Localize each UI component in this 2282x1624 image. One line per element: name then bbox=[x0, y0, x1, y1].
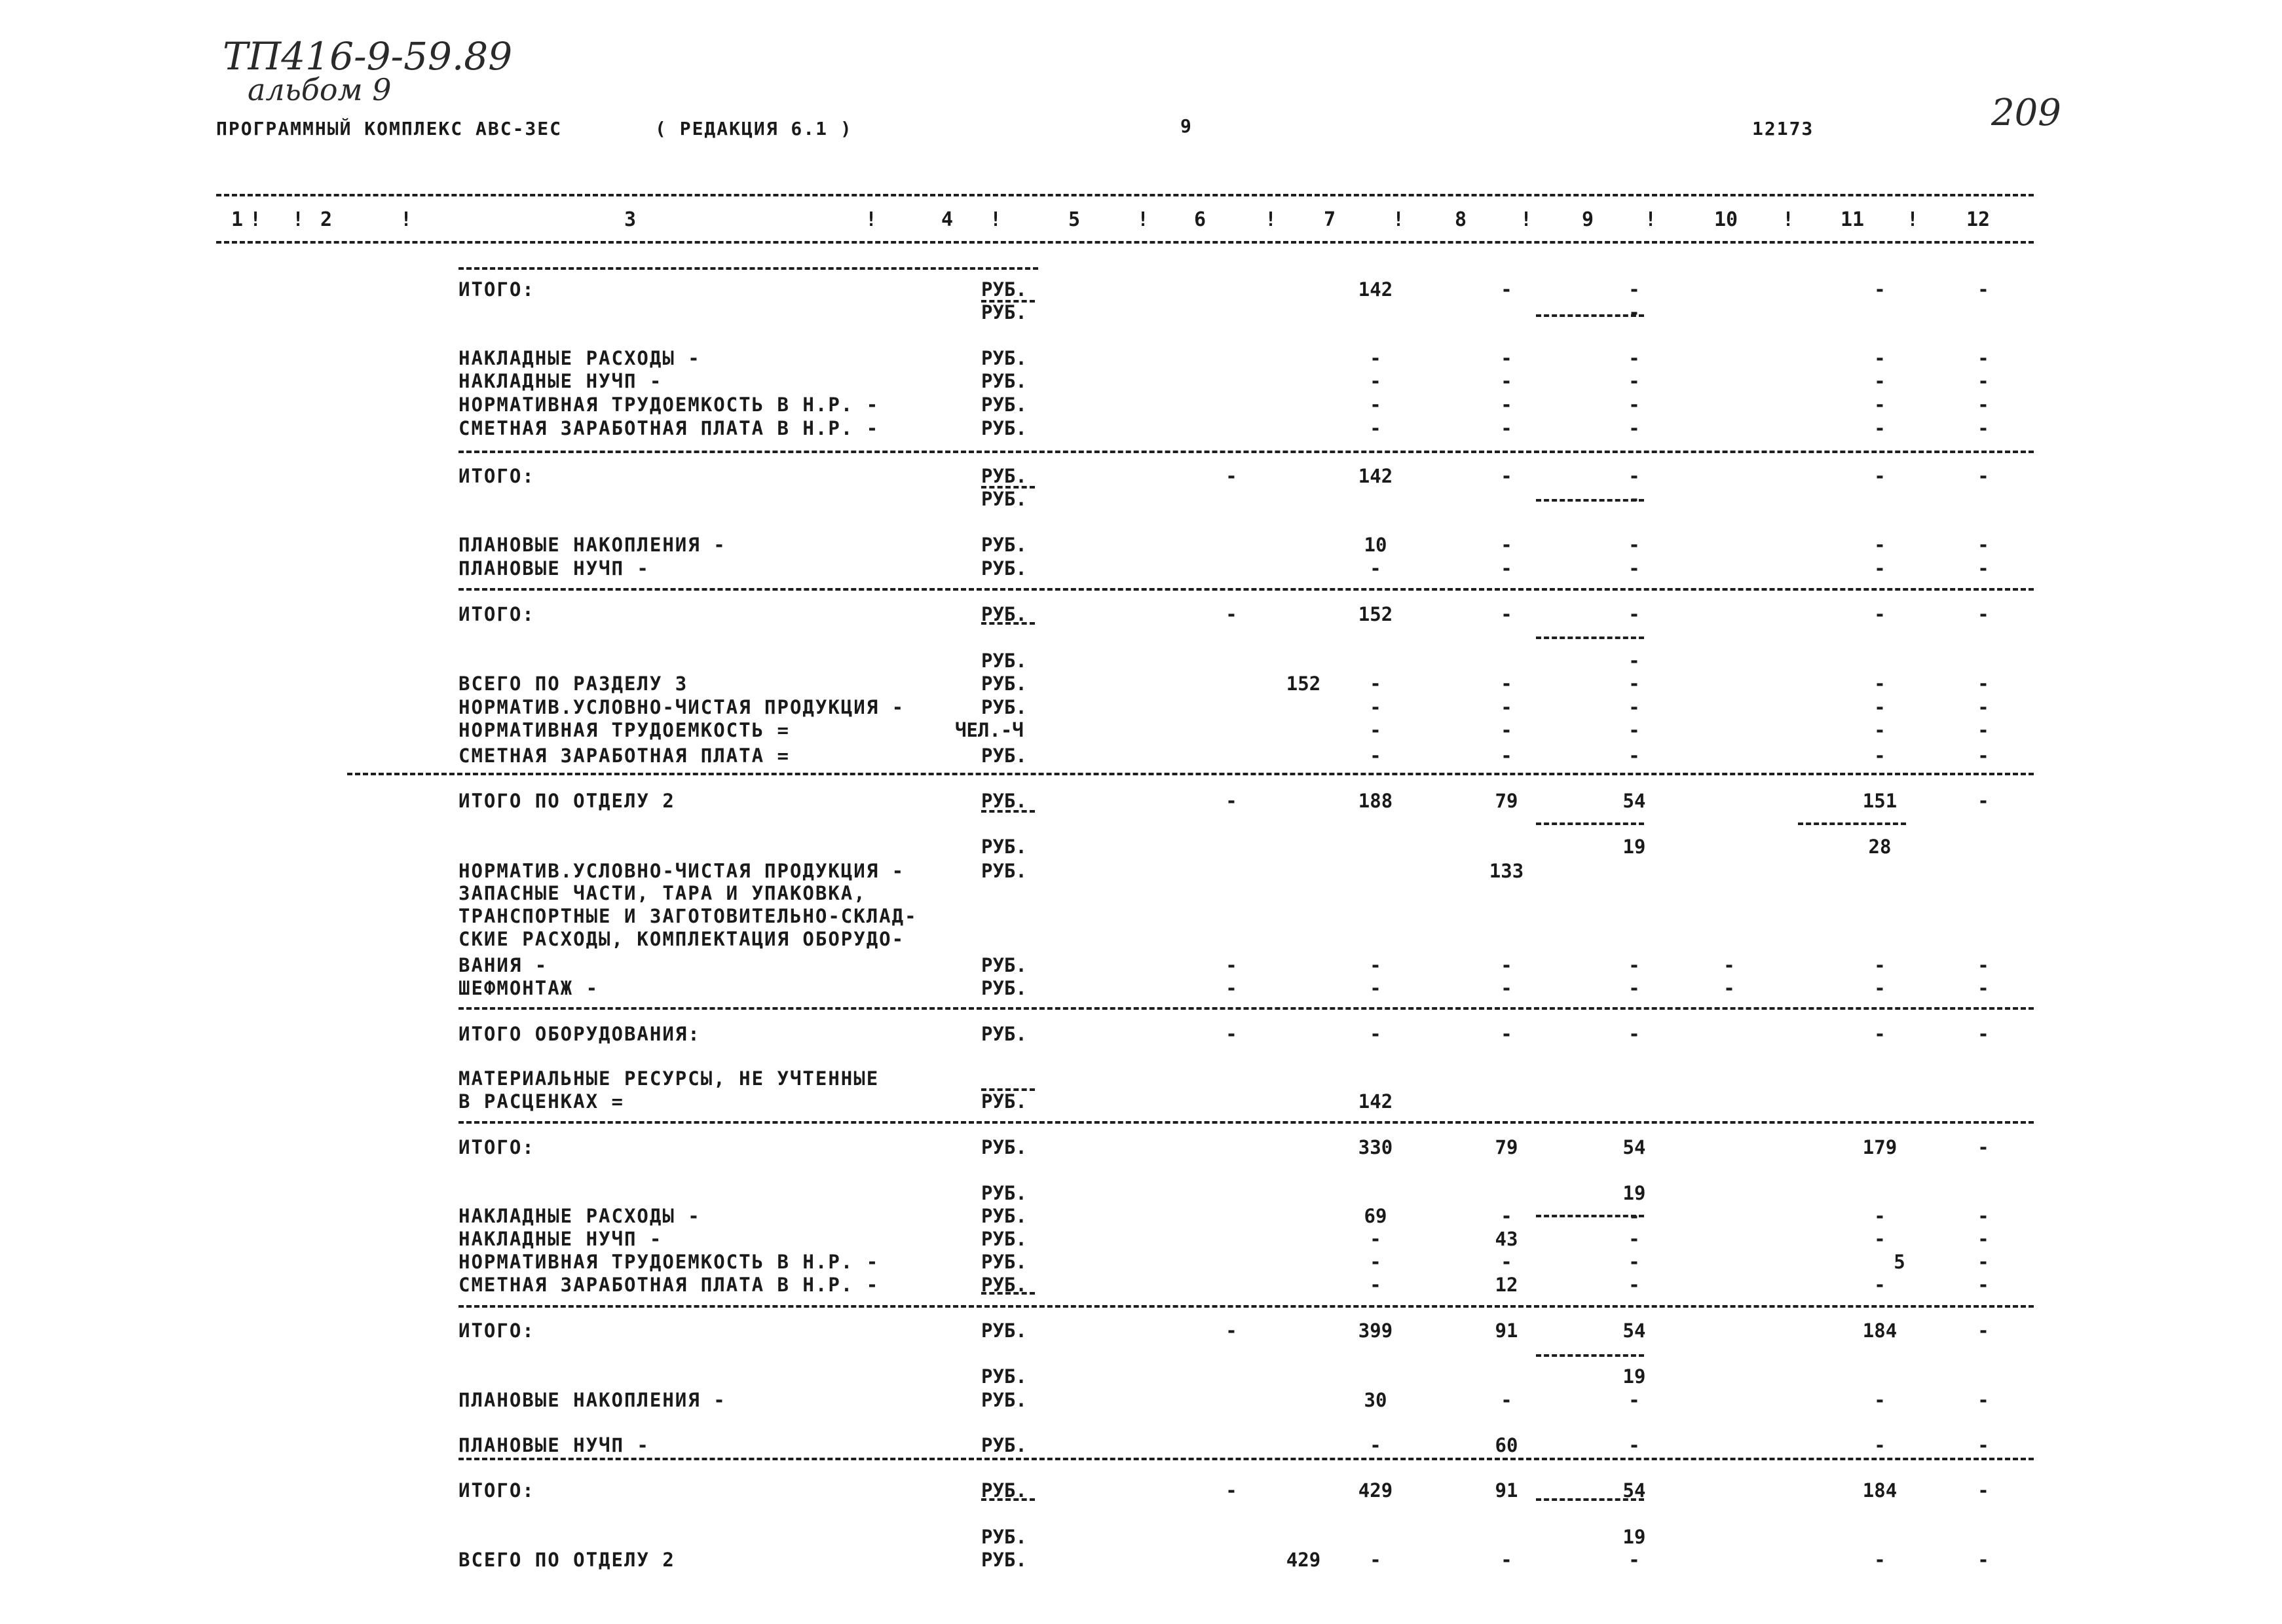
row-label: ПЛАНОВЫЕ НУЧП - bbox=[458, 1434, 650, 1456]
cell-value: - bbox=[1628, 1251, 1640, 1273]
cell-value: - bbox=[1874, 1434, 1886, 1456]
cell-value: - bbox=[1501, 417, 1512, 439]
row-label: ВАНИЯ - bbox=[458, 954, 548, 976]
subtotal-underline bbox=[1536, 1498, 1644, 1501]
cell-value: - bbox=[1874, 394, 1886, 416]
row-unit: РУБ. bbox=[981, 394, 1027, 416]
unit-underline bbox=[981, 1088, 1035, 1091]
column-separator: ! bbox=[1644, 208, 1657, 231]
row-label: НОРМАТИВНАЯ ТРУДОЕМКОСТЬ В Н.Р. - bbox=[458, 394, 880, 416]
section-rule bbox=[458, 1458, 2034, 1460]
cell-value: - bbox=[1874, 278, 1886, 301]
cell-value: - bbox=[1628, 557, 1640, 580]
cell-value: 399 bbox=[1358, 1320, 1393, 1342]
cell-value: 79 bbox=[1495, 790, 1518, 812]
column-number: 6 bbox=[1193, 208, 1206, 231]
cell-value: - bbox=[1628, 278, 1640, 301]
cell-value: - bbox=[1874, 557, 1886, 580]
cell-value: - bbox=[1370, 1549, 1381, 1571]
cell-value: 79 bbox=[1495, 1136, 1518, 1158]
unit-underline bbox=[981, 486, 1035, 489]
row-label: ИТОГО: bbox=[458, 1136, 535, 1158]
cell-value: - bbox=[1370, 745, 1381, 767]
row-unit: РУБ. bbox=[981, 1434, 1027, 1456]
cell-value: 142 bbox=[1358, 465, 1393, 487]
column-number: 7 bbox=[1323, 208, 1336, 231]
cell-value: 54 bbox=[1622, 1479, 1646, 1502]
row-unit: РУБ. bbox=[981, 1023, 1027, 1045]
cell-value: - bbox=[1370, 417, 1381, 439]
cell-value: - bbox=[1501, 696, 1512, 718]
row-unit: РУБ. bbox=[981, 696, 1027, 718]
cell-value: - bbox=[1501, 534, 1512, 556]
cell-value: 19 bbox=[1622, 1526, 1646, 1548]
column-number: 4 bbox=[941, 208, 954, 231]
cell-value: 429 bbox=[1358, 1479, 1393, 1502]
subtotal-underline bbox=[1536, 1354, 1644, 1357]
cell-value: - bbox=[1501, 557, 1512, 580]
cell-value: - bbox=[1225, 790, 1237, 812]
section-rule bbox=[347, 773, 2034, 775]
cell-value: - bbox=[1370, 977, 1381, 999]
row-unit: РУБ. bbox=[981, 603, 1027, 625]
row-label: НАКЛАДНЫЕ НУЧП - bbox=[458, 370, 663, 392]
row-unit: РУБ. bbox=[981, 1365, 1027, 1388]
unit-underline bbox=[981, 300, 1035, 303]
cell-value: - bbox=[1874, 1389, 1886, 1411]
cell-value: - bbox=[1370, 557, 1381, 580]
cell-value: - bbox=[1501, 977, 1512, 999]
row-unit: РУБ. bbox=[981, 488, 1027, 510]
cell-value: - bbox=[1628, 488, 1640, 510]
row-label: НАКЛАДНЫЕ РАСХОДЫ - bbox=[458, 1205, 701, 1227]
cell-value: - bbox=[1977, 977, 1989, 999]
cell-value: - bbox=[1977, 1251, 1989, 1273]
subtotal-underline bbox=[1536, 637, 1644, 639]
cell-value: - bbox=[1977, 557, 1989, 580]
cell-value: - bbox=[1977, 1479, 1989, 1502]
cell-value: - bbox=[1628, 1274, 1640, 1296]
row-unit: РУБ. bbox=[981, 347, 1027, 369]
cell-value: 184 bbox=[1862, 1479, 1898, 1502]
row-unit: РУБ. bbox=[981, 1274, 1027, 1296]
cell-value: - bbox=[1501, 465, 1512, 487]
cell-value: - bbox=[1977, 1136, 1989, 1158]
cell-value: 19 bbox=[1622, 1365, 1646, 1388]
subtotal-underline bbox=[1798, 822, 1906, 825]
cell-value: - bbox=[1628, 696, 1640, 718]
column-number: 1 bbox=[231, 208, 244, 231]
cell-value: - bbox=[1501, 719, 1512, 741]
cell-value: - bbox=[1628, 347, 1640, 369]
cell-value: - bbox=[1501, 1389, 1512, 1411]
row-unit: РУБ. bbox=[981, 465, 1027, 487]
cell-value: - bbox=[1874, 370, 1886, 392]
row-label: ИТОГО: bbox=[458, 278, 535, 301]
row-label: ТРАНСПОРТНЫЕ И ЗАГОТОВИТЕЛЬНО-СКЛАД- bbox=[458, 905, 918, 927]
cell-value: - bbox=[1977, 1320, 1989, 1342]
row-label: НОРМАТИВНАЯ ТРУДОЕМКОСТЬ В Н.Р. - bbox=[458, 1251, 880, 1273]
row-label: ИТОГО: bbox=[458, 465, 535, 487]
row-unit: РУБ. bbox=[981, 534, 1027, 556]
row-label: ПЛАНОВЫЕ НАКОПЛЕНИЯ - bbox=[458, 1389, 726, 1411]
cell-value: - bbox=[1874, 465, 1886, 487]
column-separator: ! bbox=[1392, 208, 1405, 231]
unit-underline bbox=[981, 810, 1035, 813]
handwritten-page-number: 209 bbox=[1991, 92, 2061, 134]
column-separator: ! bbox=[865, 208, 878, 231]
section-rule bbox=[458, 451, 2034, 453]
section-rule bbox=[458, 1121, 2034, 1124]
row-unit: РУБ. bbox=[981, 1182, 1027, 1204]
cell-value: - bbox=[1370, 394, 1381, 416]
cell-value: - bbox=[1501, 673, 1512, 695]
column-separator: ! bbox=[291, 208, 305, 231]
row-unit: РУБ. bbox=[981, 836, 1027, 858]
cell-value: 54 bbox=[1622, 1320, 1646, 1342]
row-unit: РУБ. bbox=[981, 860, 1027, 882]
cell-value: - bbox=[1874, 673, 1886, 695]
cell-value: - bbox=[1977, 347, 1989, 369]
row-unit: РУБ. bbox=[981, 370, 1027, 392]
cell-value: - bbox=[1370, 347, 1381, 369]
cell-value: - bbox=[1874, 1549, 1886, 1571]
cell-value: - bbox=[1501, 1205, 1512, 1227]
cell-value: - bbox=[1977, 1228, 1989, 1250]
section-rule bbox=[458, 1305, 2034, 1308]
row-label: ИТОГО ОБОРУДОВАНИЯ: bbox=[458, 1023, 701, 1045]
cell-value: 10 bbox=[1364, 534, 1387, 556]
row-unit: РУБ. bbox=[981, 1526, 1027, 1548]
section-rule bbox=[458, 588, 2034, 591]
cell-value: - bbox=[1977, 1274, 1989, 1296]
cell-value: - bbox=[1977, 278, 1989, 301]
row-label: СМЕТНАЯ ЗАРАБОТНАЯ ПЛАТА В Н.Р. - bbox=[458, 1274, 880, 1296]
cell-value: - bbox=[1874, 1228, 1886, 1250]
program-title: ПРОГРАММНЫЙ КОМПЛЕКС АВС-ЗЕС bbox=[216, 118, 563, 139]
row-label: НАКЛАДНЫЕ РАСХОДЫ - bbox=[458, 347, 701, 369]
cell-value: - bbox=[1628, 1228, 1640, 1250]
row-label: СМЕТНАЯ ЗАРАБОТНАЯ ПЛАТА В Н.Р. - bbox=[458, 417, 880, 439]
handwritten-album: альбом 9 bbox=[248, 72, 392, 107]
row-unit: РУБ. bbox=[981, 557, 1027, 580]
cell-value: - bbox=[1874, 417, 1886, 439]
cell-value: - bbox=[1977, 465, 1989, 487]
edition-label: ( РЕДАКЦИЯ 6.1 ) bbox=[655, 118, 853, 139]
row-label: МАТЕРИАЛЬНЫЕ РЕСУРСЫ, НЕ УЧТЕННЫЕ bbox=[458, 1067, 880, 1090]
column-number: 8 bbox=[1454, 208, 1467, 231]
cell-value: - bbox=[1628, 673, 1640, 695]
row-label: ИТОГО: bbox=[458, 1479, 535, 1502]
cell-value: 188 bbox=[1358, 790, 1393, 812]
section-rule bbox=[458, 1007, 2034, 1010]
cell-value: 28 bbox=[1868, 836, 1892, 858]
row-unit: РУБ. bbox=[981, 301, 1027, 323]
row-label: СКИЕ РАСХОДЫ, КОМПЛЕКТАЦИЯ ОБОРУДО- bbox=[458, 928, 905, 950]
cell-value: 91 bbox=[1495, 1479, 1518, 1502]
cell-value: - bbox=[1370, 1023, 1381, 1045]
row-unit: РУБ. bbox=[981, 417, 1027, 439]
cell-value: - bbox=[1628, 417, 1640, 439]
cell-value: - bbox=[1977, 1549, 1989, 1571]
cell-value: - bbox=[1628, 1389, 1640, 1411]
row-label: СМЕТНАЯ ЗАРАБОТНАЯ ПЛАТА = bbox=[458, 745, 790, 767]
cell-value: - bbox=[1628, 394, 1640, 416]
cell-value: 5 bbox=[1894, 1251, 1905, 1273]
section-rule bbox=[458, 267, 1038, 270]
cell-value: - bbox=[1628, 603, 1640, 625]
column-number: 12 bbox=[1966, 208, 1991, 231]
column-separator: ! bbox=[1782, 208, 1795, 231]
cell-value: - bbox=[1370, 1274, 1381, 1296]
row-unit: РУБ. bbox=[981, 1228, 1027, 1250]
row-unit: РУБ. bbox=[981, 1389, 1027, 1411]
cell-value: 19 bbox=[1622, 1182, 1646, 1204]
row-label: ШЕФМОНТАЖ - bbox=[458, 977, 599, 999]
column-separator: ! bbox=[1906, 208, 1919, 231]
cell-value: - bbox=[1225, 1320, 1237, 1342]
cell-value: - bbox=[1977, 603, 1989, 625]
cell-value: - bbox=[1225, 954, 1237, 976]
row-label: ИТОГО: bbox=[458, 603, 535, 625]
cell-value: - bbox=[1370, 719, 1381, 741]
cell-value: - bbox=[1874, 347, 1886, 369]
column-number: 5 bbox=[1068, 208, 1081, 231]
cell-value: - bbox=[1628, 1205, 1640, 1227]
cell-value: - bbox=[1370, 673, 1381, 695]
row-label: ВСЕГО ПО РАЗДЕЛУ 3 bbox=[458, 673, 688, 695]
header-rule-top bbox=[216, 194, 2034, 196]
cell-value: 12 bbox=[1495, 1274, 1518, 1296]
row-label: НОРМАТИВНАЯ ТРУДОЕМКОСТЬ = bbox=[458, 719, 790, 741]
cell-value: - bbox=[1977, 534, 1989, 556]
row-unit: РУБ. bbox=[981, 1205, 1027, 1227]
cell-value: - bbox=[1628, 719, 1640, 741]
cell-value: - bbox=[1874, 745, 1886, 767]
cell-value: - bbox=[1628, 370, 1640, 392]
column-number: 11 bbox=[1840, 208, 1865, 231]
cell-value: - bbox=[1977, 370, 1989, 392]
row-unit: ЧЕЛ.-Ч bbox=[955, 719, 1024, 741]
sheet-number: 9 bbox=[1180, 115, 1193, 137]
row-unit: РУБ. bbox=[981, 745, 1027, 767]
cell-value: 60 bbox=[1495, 1434, 1518, 1456]
cell-value: - bbox=[1501, 1023, 1512, 1045]
cell-value: 54 bbox=[1622, 790, 1646, 812]
cell-value: - bbox=[1370, 1251, 1381, 1273]
cell-value: - bbox=[1977, 1023, 1989, 1045]
cell-value: - bbox=[1874, 1205, 1886, 1227]
row-label: НОРМАТИВ.УСЛОВНО-ЧИСТАЯ ПРОДУКЦИЯ - bbox=[458, 696, 905, 718]
cell-value: 54 bbox=[1622, 1136, 1646, 1158]
cell-value: - bbox=[1977, 673, 1989, 695]
cell-value: 69 bbox=[1364, 1205, 1387, 1227]
cell-value: 142 bbox=[1358, 278, 1393, 301]
cell-value: - bbox=[1874, 534, 1886, 556]
cell-value: - bbox=[1874, 1274, 1886, 1296]
row-label: ВСЕГО ПО ОТДЕЛУ 2 bbox=[458, 1549, 675, 1571]
cell-value: - bbox=[1225, 603, 1237, 625]
cell-value: 133 bbox=[1489, 860, 1524, 882]
row-unit: РУБ. bbox=[981, 790, 1027, 812]
handwritten-code: ТП416-9-59.89 bbox=[223, 34, 513, 79]
cell-value: - bbox=[1874, 719, 1886, 741]
cell-value: - bbox=[1370, 1434, 1381, 1456]
row-unit: РУБ. bbox=[981, 650, 1027, 672]
row-label: В РАСЦЕНКАХ = bbox=[458, 1090, 624, 1113]
subtotal-underline bbox=[1536, 314, 1644, 317]
row-unit: РУБ. bbox=[981, 1136, 1027, 1158]
cell-value: - bbox=[1225, 1023, 1237, 1045]
cell-value: - bbox=[1977, 696, 1989, 718]
cell-value: - bbox=[1628, 1434, 1640, 1456]
row-label: НОРМАТИВ.УСЛОВНО-ЧИСТАЯ ПРОДУКЦИЯ - bbox=[458, 860, 905, 882]
cell-value: - bbox=[1874, 1023, 1886, 1045]
cell-value: - bbox=[1628, 745, 1640, 767]
cell-value: - bbox=[1977, 1434, 1989, 1456]
cell-value: - bbox=[1501, 745, 1512, 767]
header-rule-bottom bbox=[216, 241, 2034, 244]
cell-value: - bbox=[1225, 1479, 1237, 1502]
cell-value: 152 bbox=[1358, 603, 1393, 625]
cell-value: - bbox=[1874, 954, 1886, 976]
cell-value: 151 bbox=[1862, 790, 1898, 812]
cell-value: - bbox=[1628, 650, 1640, 672]
cell-value: - bbox=[1628, 977, 1640, 999]
cell-value: - bbox=[1628, 954, 1640, 976]
cell-value: 429 bbox=[1286, 1549, 1321, 1571]
row-unit: РУБ. bbox=[981, 977, 1027, 999]
cell-value: 152 bbox=[1286, 673, 1321, 695]
row-unit: РУБ. bbox=[981, 278, 1027, 301]
cell-value: - bbox=[1977, 954, 1989, 976]
cell-value: - bbox=[1977, 745, 1989, 767]
cell-value: - bbox=[1370, 1228, 1381, 1250]
cell-value: - bbox=[1225, 977, 1237, 999]
row-label: НАКЛАДНЫЕ НУЧП - bbox=[458, 1228, 663, 1250]
cell-value: - bbox=[1501, 347, 1512, 369]
document-number: 12173 bbox=[1752, 118, 1814, 139]
column-number: 10 bbox=[1713, 208, 1738, 231]
row-unit: РУБ. bbox=[981, 1320, 1027, 1342]
row-unit: РУБ. bbox=[981, 1251, 1027, 1273]
cell-value: - bbox=[1874, 603, 1886, 625]
cell-value: - bbox=[1370, 696, 1381, 718]
row-unit: РУБ. bbox=[981, 954, 1027, 976]
cell-value: 43 bbox=[1495, 1228, 1518, 1250]
row-unit: РУБ. bbox=[981, 1479, 1027, 1502]
cell-value: - bbox=[1628, 1023, 1640, 1045]
cell-value: 142 bbox=[1358, 1090, 1393, 1113]
unit-underline bbox=[981, 1292, 1035, 1295]
column-separator: ! bbox=[1264, 208, 1277, 231]
row-label: ПЛАНОВЫЕ НАКОПЛЕНИЯ - bbox=[458, 534, 726, 556]
unit-underline bbox=[981, 622, 1035, 625]
column-number: 9 bbox=[1581, 208, 1594, 231]
cell-value: - bbox=[1628, 1549, 1640, 1571]
cell-value: - bbox=[1977, 394, 1989, 416]
cell-value: 30 bbox=[1364, 1389, 1387, 1411]
row-label: ИТОГО ПО ОТДЕЛУ 2 bbox=[458, 790, 675, 812]
cell-value: - bbox=[1977, 790, 1989, 812]
cell-value: - bbox=[1977, 719, 1989, 741]
cell-value: - bbox=[1977, 1205, 1989, 1227]
column-number: 2 bbox=[320, 208, 333, 231]
column-number: 3 bbox=[624, 208, 637, 231]
cell-value: - bbox=[1977, 417, 1989, 439]
cell-value: 91 bbox=[1495, 1320, 1518, 1342]
cell-value: - bbox=[1501, 394, 1512, 416]
cell-value: - bbox=[1628, 465, 1640, 487]
cell-value: - bbox=[1723, 977, 1735, 999]
row-unit: РУБ. bbox=[981, 1549, 1027, 1571]
cell-value: - bbox=[1501, 1251, 1512, 1273]
column-separator: ! bbox=[1520, 208, 1533, 231]
row-label: ЗАПАСНЫЕ ЧАСТИ, ТАРА И УПАКОВКА, bbox=[458, 882, 867, 904]
cell-value: 184 bbox=[1862, 1320, 1898, 1342]
unit-underline bbox=[981, 1498, 1035, 1501]
cell-value: - bbox=[1874, 977, 1886, 999]
cell-value: - bbox=[1501, 954, 1512, 976]
row-unit: РУБ. bbox=[981, 1090, 1027, 1113]
column-separator: ! bbox=[989, 208, 1002, 231]
subtotal-underline bbox=[1536, 822, 1644, 825]
cell-value: - bbox=[1628, 534, 1640, 556]
row-unit: РУБ. bbox=[981, 673, 1027, 695]
column-separator: ! bbox=[249, 208, 262, 231]
column-separator: ! bbox=[1136, 208, 1150, 231]
cell-value: - bbox=[1501, 278, 1512, 301]
column-separator: ! bbox=[400, 208, 413, 231]
cell-value: 330 bbox=[1358, 1136, 1393, 1158]
cell-value: - bbox=[1874, 696, 1886, 718]
row-label: ИТОГО: bbox=[458, 1320, 535, 1342]
cell-value: - bbox=[1977, 1389, 1989, 1411]
cell-value: - bbox=[1370, 954, 1381, 976]
cell-value: - bbox=[1628, 301, 1640, 323]
cell-value: - bbox=[1501, 370, 1512, 392]
cell-value: 19 bbox=[1622, 836, 1646, 858]
cell-value: - bbox=[1370, 370, 1381, 392]
subtotal-underline bbox=[1536, 499, 1644, 502]
cell-value: - bbox=[1723, 954, 1735, 976]
cell-value: - bbox=[1501, 603, 1512, 625]
row-label: ПЛАНОВЫЕ НУЧП - bbox=[458, 557, 650, 580]
cell-value: - bbox=[1501, 1549, 1512, 1571]
cell-value: 179 bbox=[1862, 1136, 1898, 1158]
cell-value: - bbox=[1225, 465, 1237, 487]
subtotal-underline bbox=[1536, 1215, 1644, 1217]
